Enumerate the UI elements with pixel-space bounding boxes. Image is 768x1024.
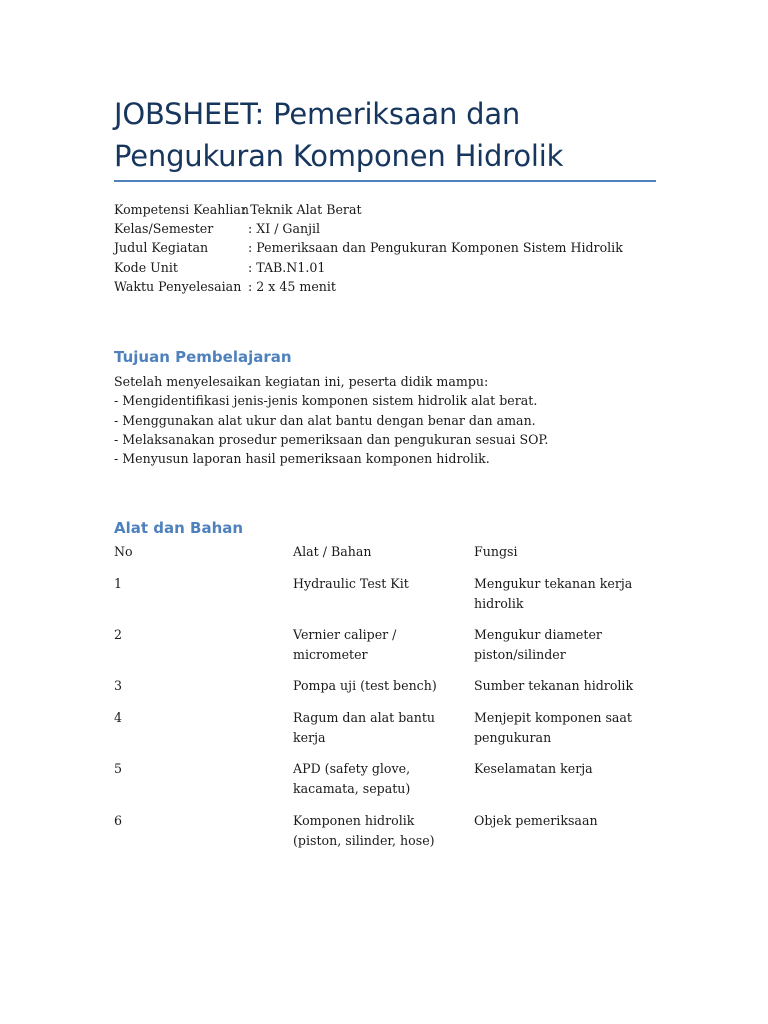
column-header-fungsi: Fungsi — [474, 544, 518, 559]
meta-value: : 2 x 45 menit — [248, 278, 336, 294]
column-header-alat: Alat / Bahan — [293, 544, 372, 559]
list-item: - Mengidentifikasi jenis-jenis komponen sistem hidrolik alat berat. — [114, 393, 538, 409]
list-item: - Menyusun laporan hasil pemeriksaan komponen hidrolik. — [114, 451, 490, 467]
meta-label: Waktu Penyelesaian — [114, 278, 242, 294]
table-row — [114, 574, 656, 625]
cell-alat: Hydraulic Test Kit — [293, 576, 409, 591]
meta-value: : TAB.N1.01 — [248, 259, 326, 275]
cell-no: 5 — [114, 761, 123, 776]
cell-no: 6 — [114, 813, 123, 828]
list-item: - Melaksanakan prosedur pemeriksaan dan pengukuran sesuai SOP. — [114, 431, 549, 447]
table-row — [114, 625, 656, 676]
cell-no: 2 — [114, 627, 123, 642]
alat-table — [114, 542, 656, 863]
cell-no: 3 — [114, 678, 123, 693]
table-row — [114, 759, 656, 811]
cell-fungsi: Objek pemeriksaan — [474, 813, 598, 828]
section-heading-tujuan: Tujuan Pembelajaran — [114, 348, 292, 366]
cell-alat: Komponen hidrolik (piston, silinder, hose) — [293, 813, 435, 848]
meta-label: Kode Unit — [114, 259, 178, 275]
cell-alat: APD (safety glove, kacamata, sepatu) — [293, 761, 411, 796]
cell-fungsi: Menjepit komponen saat pengukuran — [474, 710, 632, 745]
table-header-row — [114, 542, 656, 574]
cell-fungsi: Keselamatan kerja — [474, 761, 593, 776]
title-underline — [114, 180, 656, 182]
meta-value: : XI / Ganjil — [248, 221, 321, 237]
table-row — [114, 708, 656, 759]
meta-label: Judul Kegiatan — [114, 240, 209, 256]
tujuan-list — [114, 372, 656, 468]
cell-fungsi: Sumber tekanan hidrolik — [474, 678, 634, 693]
cell-no: 4 — [114, 710, 123, 725]
meta-label: Kelas/Semester — [114, 221, 214, 237]
meta-label: Kompetensi Keahlian — [114, 202, 250, 217]
cell-no: 1 — [114, 576, 123, 591]
cell-fungsi: Mengukur diameter piston/silinder — [474, 627, 602, 662]
table-row — [114, 676, 656, 708]
column-header-no: No — [114, 544, 133, 559]
meta-value: : Pemeriksaan dan Pengukuran Komponen Sistem Hidrolik — [248, 240, 623, 256]
cell-fungsi: Mengukur tekanan kerja hidrolik — [474, 576, 633, 611]
cell-alat: Vernier caliper / micrometer — [293, 627, 397, 662]
tujuan-intro: Setelah menyelesaikan kegiatan ini, peserta didik mampu: — [114, 374, 489, 389]
list-item: - Menggunakan alat ukur dan alat bantu dengan benar dan aman. — [114, 412, 536, 428]
section-heading-alat: Alat dan Bahan — [114, 519, 244, 537]
meta-value: : Teknik Alat Berat — [242, 202, 362, 217]
table-row — [114, 811, 656, 863]
document-title: JOBSHEET: Pemeriksaan dan Pengukuran Komponen Hidrolik — [114, 97, 564, 173]
cell-alat: Pompa uji (test bench) — [293, 678, 437, 693]
cell-alat: Ragum dan alat bantu kerja — [293, 710, 436, 745]
